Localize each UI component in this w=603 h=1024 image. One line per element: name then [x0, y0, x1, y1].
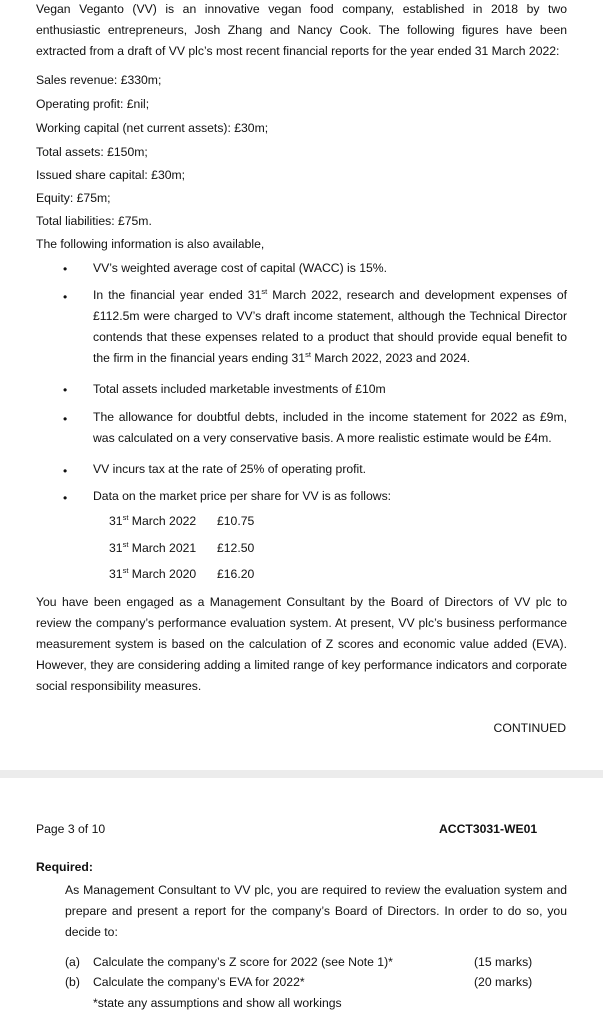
- figure-issued-share-capital: Issued share capital: £30m;: [36, 168, 186, 182]
- figure-equity: Equity: £75m;: [36, 191, 111, 205]
- info-heading: The following information is also available,: [36, 237, 265, 251]
- price-date-2021: 31st March 2021: [109, 539, 197, 555]
- bullet-icon: •: [63, 262, 68, 276]
- price-date-2022: 31st March 2022: [109, 512, 197, 528]
- intro-paragraph: Vegan Veganto (VV) is an innovative vegan food company, established in 2018 by two enthusiastic entrepreneurs, Josh Zhang and Nancy Cook. The following figures have been extracted from a draft of VV plc’s most recent financial reports for the year ended 31 March 2022:: [36, 2, 567, 58]
- engagement-paragraph: You have been engaged as a Management Consultant by the Board of Directors of VV plc to review the company’s performance evaluation system. At present, VV plc’s business performance measurement system is based on the calculation of Z scores and economic value added (EVA). However, they are considering adding a limited range of key performance indicators and corporate social responsibility measures.: [36, 595, 567, 693]
- price-date-2020: 31st March 2020: [109, 565, 197, 581]
- task-label-b: (b): [65, 975, 80, 989]
- figure-sales-revenue: Sales revenue: £330m;: [36, 73, 162, 87]
- course-code: ACCT3031-WE01: [439, 822, 538, 836]
- bullet-marketable-investments: Total assets included marketable investments of £10m: [93, 382, 386, 396]
- task-marks-b: (20 marks): [474, 975, 533, 989]
- bullet-icon: •: [63, 383, 68, 397]
- figure-total-liabilities: Total liabilities: £75m.: [36, 214, 152, 228]
- bullet-icon: •: [63, 412, 68, 426]
- page-separator: [0, 770, 603, 778]
- price-value-2021: £12.50: [217, 541, 255, 555]
- bullet-icon: •: [63, 491, 68, 505]
- price-value-2022: £10.75: [217, 514, 255, 528]
- assumptions-note: *state any assumptions and show all workings: [93, 996, 342, 1010]
- page-number: Page 3 of 10: [36, 822, 106, 836]
- task-marks-a: (15 marks): [474, 955, 533, 969]
- figure-working-capital: Working capital (net current assets): £30m;: [36, 121, 269, 135]
- continued-label: CONTINUED: [493, 721, 566, 735]
- bullet-wacc: VV’s weighted average cost of capital (WACC) is 15%.: [93, 261, 387, 275]
- bullet-icon: •: [63, 464, 68, 478]
- required-paragraph: As Management Consultant to VV plc, you are required to review the evaluation system and prepare and present a report for the company’s Board of Directors. In order to do so, you decide to:: [65, 883, 567, 939]
- figure-total-assets: Total assets: £150m;: [36, 145, 148, 159]
- required-heading: Required:: [36, 860, 93, 874]
- task-text-a: Calculate the company’s Z score for 2022 (see Note 1)*: [93, 955, 393, 969]
- task-text-b: Calculate the company’s EVA for 2022*: [93, 975, 305, 989]
- document-page-2: [0, 778, 603, 1024]
- figure-operating-profit: Operating profit: £nil;: [36, 97, 150, 111]
- bullet-research-development: In the financial year ended 31st March 2022, research and development expenses of £112.5m were charged to VV’s draft income statement, although the Technical Director contends that these expenses related to a product that should provide equal benefit to the firm in the financial years ending 31st March 2022, 2023 and 2024.: [93, 286, 567, 365]
- task-label-a: (a): [65, 955, 80, 969]
- bullet-icon: •: [63, 290, 68, 304]
- bullet-tax-rate: VV incurs tax at the rate of 25% of operating profit.: [93, 462, 367, 476]
- price-value-2020: £16.20: [217, 567, 255, 581]
- bullet-market-price: Data on the market price per share for VV is as follows:: [93, 489, 392, 503]
- bullet-doubtful-debts: The allowance for doubtful debts, included in the income statement for 2022 as £9m, was calculated on a very conservative basis. A more realistic estimate would be £4m.: [93, 410, 567, 445]
